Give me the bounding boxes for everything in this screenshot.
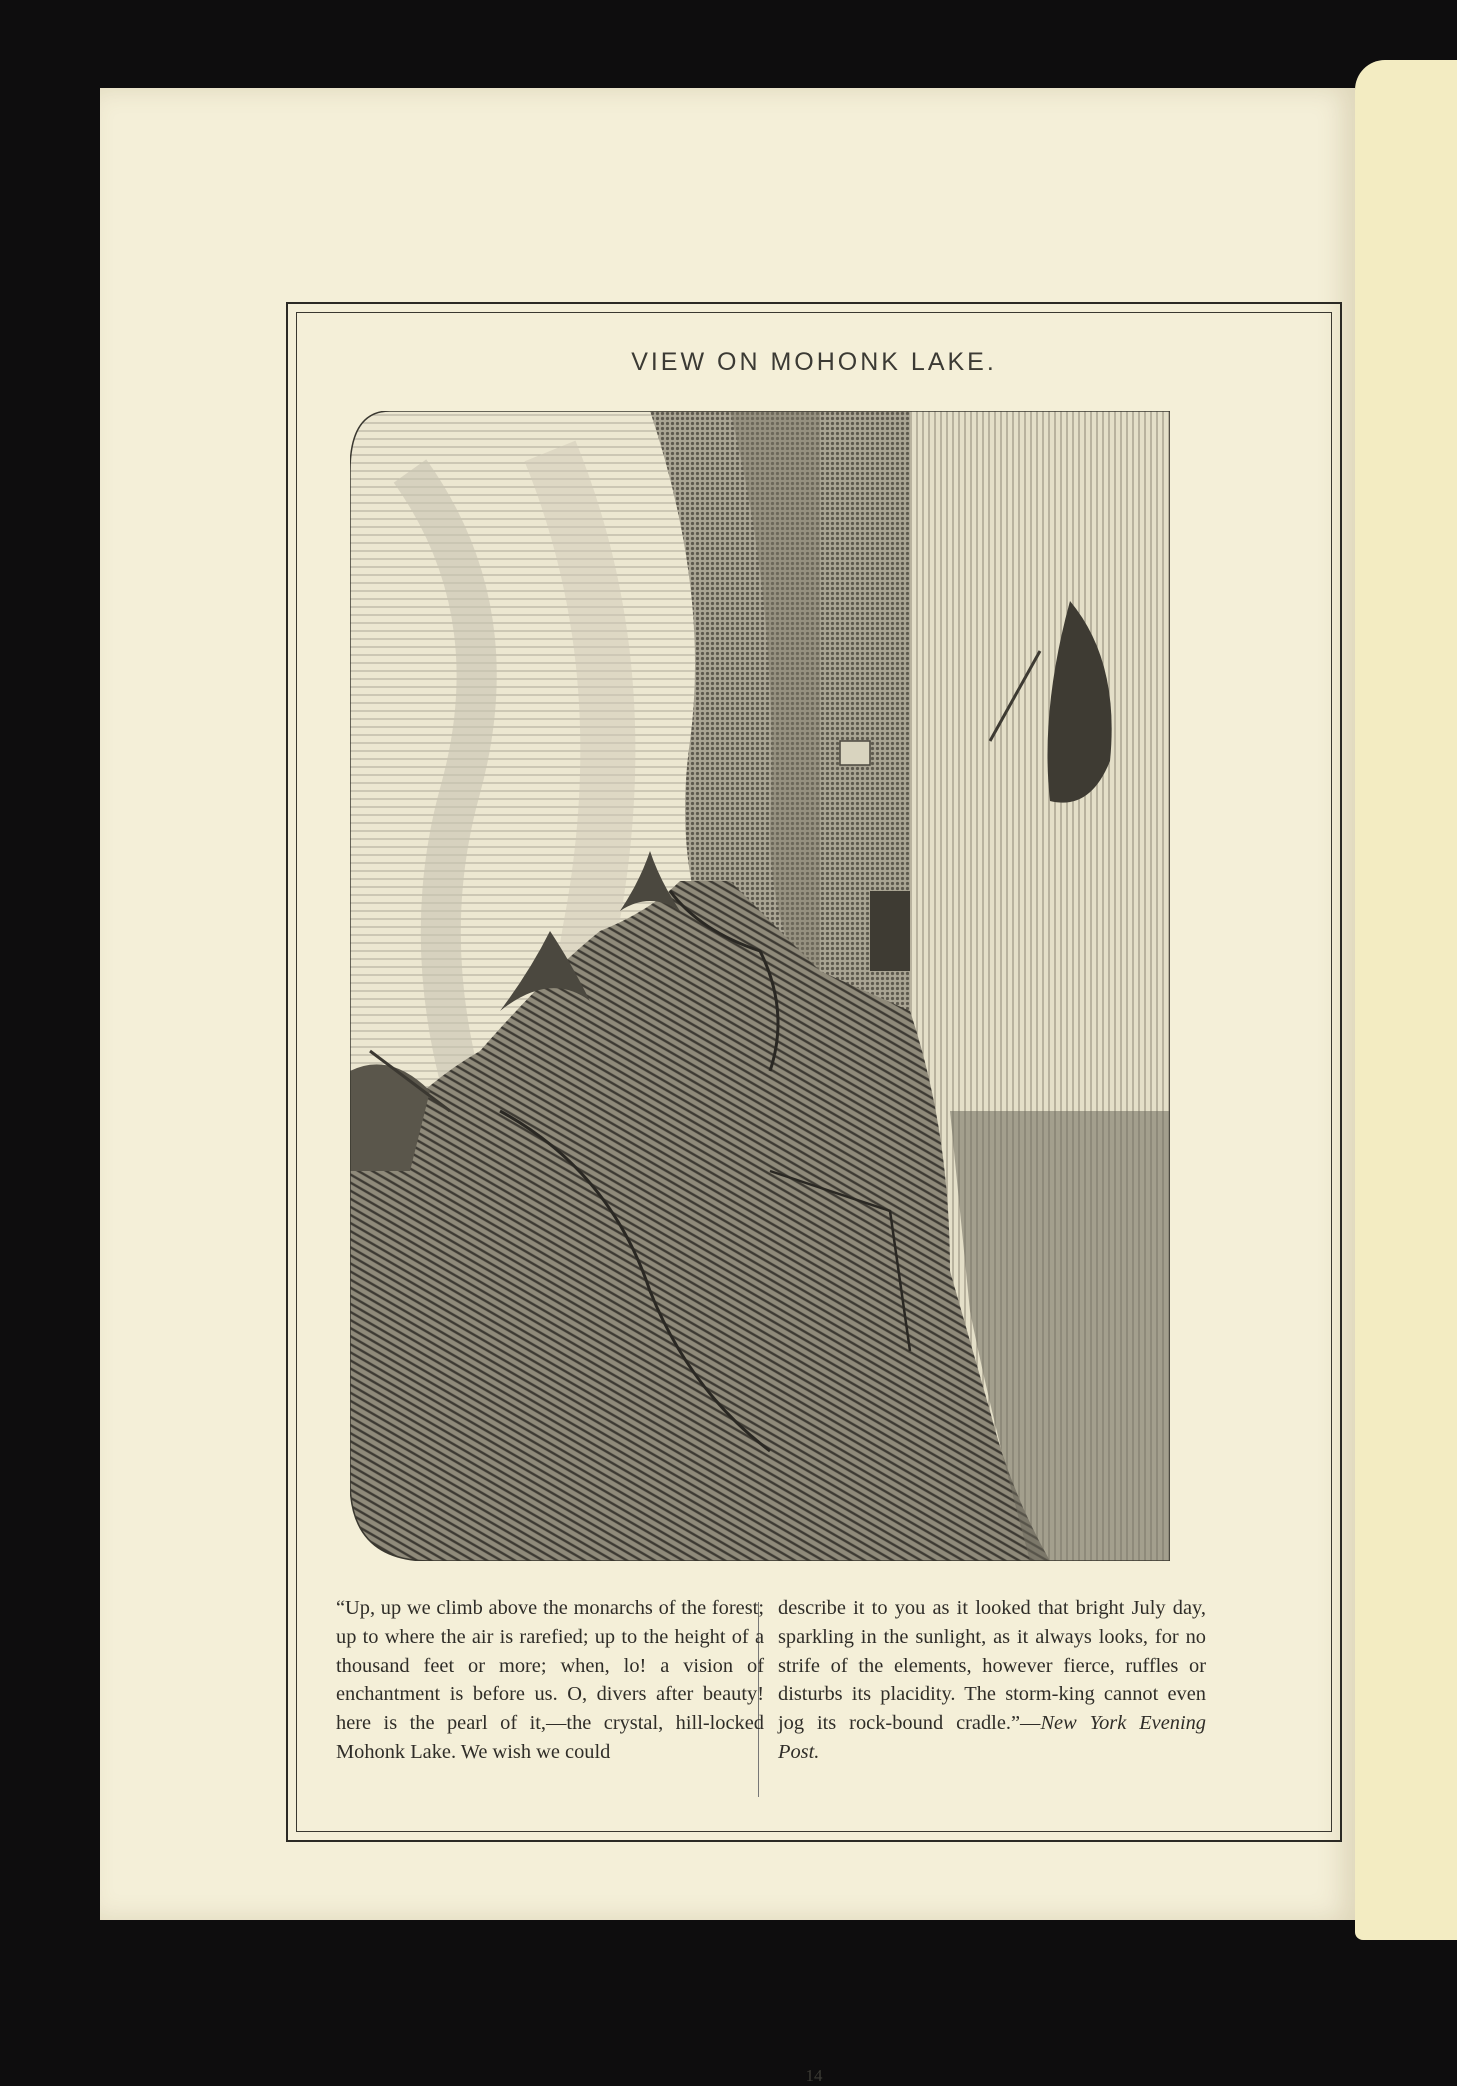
quote-column-left bbox=[336, 1594, 764, 1767]
page-border bbox=[286, 302, 1342, 2085]
facing-page-edge bbox=[1355, 60, 1457, 1940]
quote-text-left: “Up, up we climb above the monarchs of the forest; up to where the air is rarefied; up to the height of a thousand feet or more; when, lo! a vision of enchantment is before us. O, divers after beauty! here is the pearl of it,—the crystal, hill-locked Mohonk Lake. We wish we could bbox=[336, 1597, 764, 1763]
plate-title: VIEW ON MOHONK LAKE. bbox=[631, 348, 997, 376]
book-page bbox=[100, 88, 1355, 2085]
page-number: 14 bbox=[805, 2066, 823, 2085]
quote-text-right-body: describe it to you as it looked that bright July day, sparkling in the sunlight, as it always looks, for no strife of the elements, however fierce, ruffles or disturbs its placidity. The storm-king cannot even jog its rock-bound cradle.”— bbox=[778, 1597, 1206, 1735]
quote-text-right bbox=[778, 1594, 1206, 1767]
engraving-illustration bbox=[350, 411, 1170, 1561]
quote-source: New York Evening Post. bbox=[778, 1712, 1206, 1763]
quote-column-right bbox=[778, 1594, 1206, 1767]
